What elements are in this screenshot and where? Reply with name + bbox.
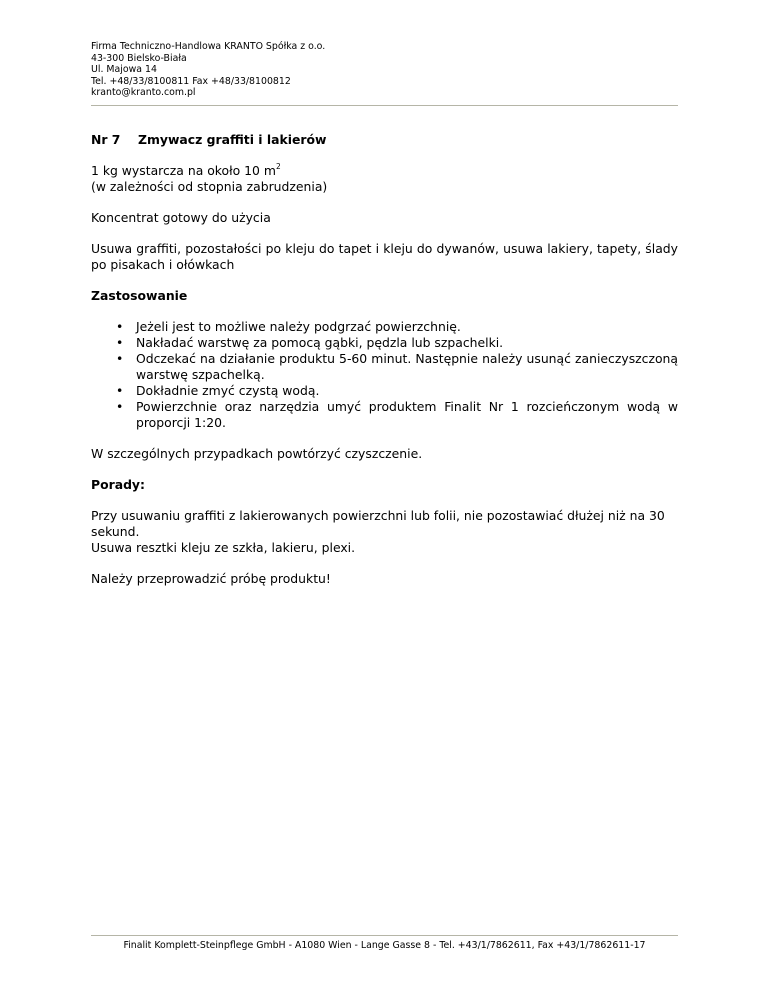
application-heading: Zastosowanie xyxy=(91,288,188,303)
bullet-icon: • xyxy=(116,383,124,398)
coverage-line-2: (w zależności od stopnia zabrudzenia) xyxy=(91,179,328,194)
coverage-line-1 xyxy=(91,163,281,178)
document-body xyxy=(91,132,678,587)
header-divider xyxy=(91,105,678,106)
tip-line-1: Przy usuwaniu graffiti z lakierowanych powierzchni lub folii, nie pozostawiać dłużej niż na 30 sekund. xyxy=(91,508,665,539)
concentrate-note: Koncentrat gotowy do użycia xyxy=(91,210,271,225)
company-header xyxy=(91,41,325,99)
product-description: Usuwa graffiti, pozostałości po kleju do tapet i kleju do dywanów, usuwa lakiery, tapety, ślady po pisakach i ołówkach xyxy=(91,241,678,272)
list-item: • Odczekać na działanie produktu 5-60 minut. Następnie należy usunąć zanieczyszczoną warstwę szpachelką. xyxy=(116,351,678,382)
bullet-icon: • xyxy=(116,399,124,414)
footer-divider xyxy=(91,935,678,936)
product-number: Nr 7 xyxy=(91,132,121,147)
coverage-info xyxy=(91,163,678,195)
tip-line-2: Usuwa resztki kleju ze szkła, lakieru, plexi. xyxy=(91,540,356,555)
company-street: Ul. Majowa 14 xyxy=(91,64,157,76)
page-footer: Finalit Komplett-Steinpflege GmbH - A1080 Wien - Lange Gasse 8 - Tel. +43/1/7862611, Fax +43/1/7862611-17 xyxy=(123,940,646,951)
list-item: • Dokładnie zmyć czystą wodą. xyxy=(116,383,320,398)
bullet-icon: • xyxy=(116,319,124,334)
tips-text xyxy=(91,508,678,556)
coverage-amount: 1 kg wystarcza na około 10 m xyxy=(91,163,276,178)
product-test-note: Należy przeprowadzić próbę produktu! xyxy=(91,571,331,586)
bullet-icon: • xyxy=(116,335,124,350)
company-phone-fax: Tel. +48/33/8100811 Fax +48/33/8100812 xyxy=(91,75,291,87)
application-steps xyxy=(91,319,678,431)
list-item: • Jeżeli jest to możliwe należy podgrzać powierzchnię. xyxy=(116,319,461,334)
company-postal-city: 43-300 Bielsko-Biała xyxy=(91,52,187,64)
tips-heading: Porady: xyxy=(91,477,145,492)
bullet-icon: • xyxy=(116,351,124,366)
company-email: kranto@kranto.com.pl xyxy=(91,87,196,99)
company-name: Firma Techniczno-Handlowa KRANTO Spółka z o.o. xyxy=(91,41,326,52)
product-title xyxy=(91,132,678,148)
repeat-cleaning-note: W szczególnych przypadkach powtórzyć czyszczenie. xyxy=(91,446,423,461)
list-item: • Nakładać warstwę za pomocą gąbki, pędzla lub szpachelki. xyxy=(116,335,504,350)
coverage-unit-superscript: 2 xyxy=(275,162,281,171)
list-item: • Powierzchnie oraz narzędzia umyć produktem Finalit Nr 1 rozcieńczonym wodą w proporcji 1:20. xyxy=(116,399,678,430)
product-name: Zmywacz graffiti i lakierów xyxy=(138,132,327,147)
